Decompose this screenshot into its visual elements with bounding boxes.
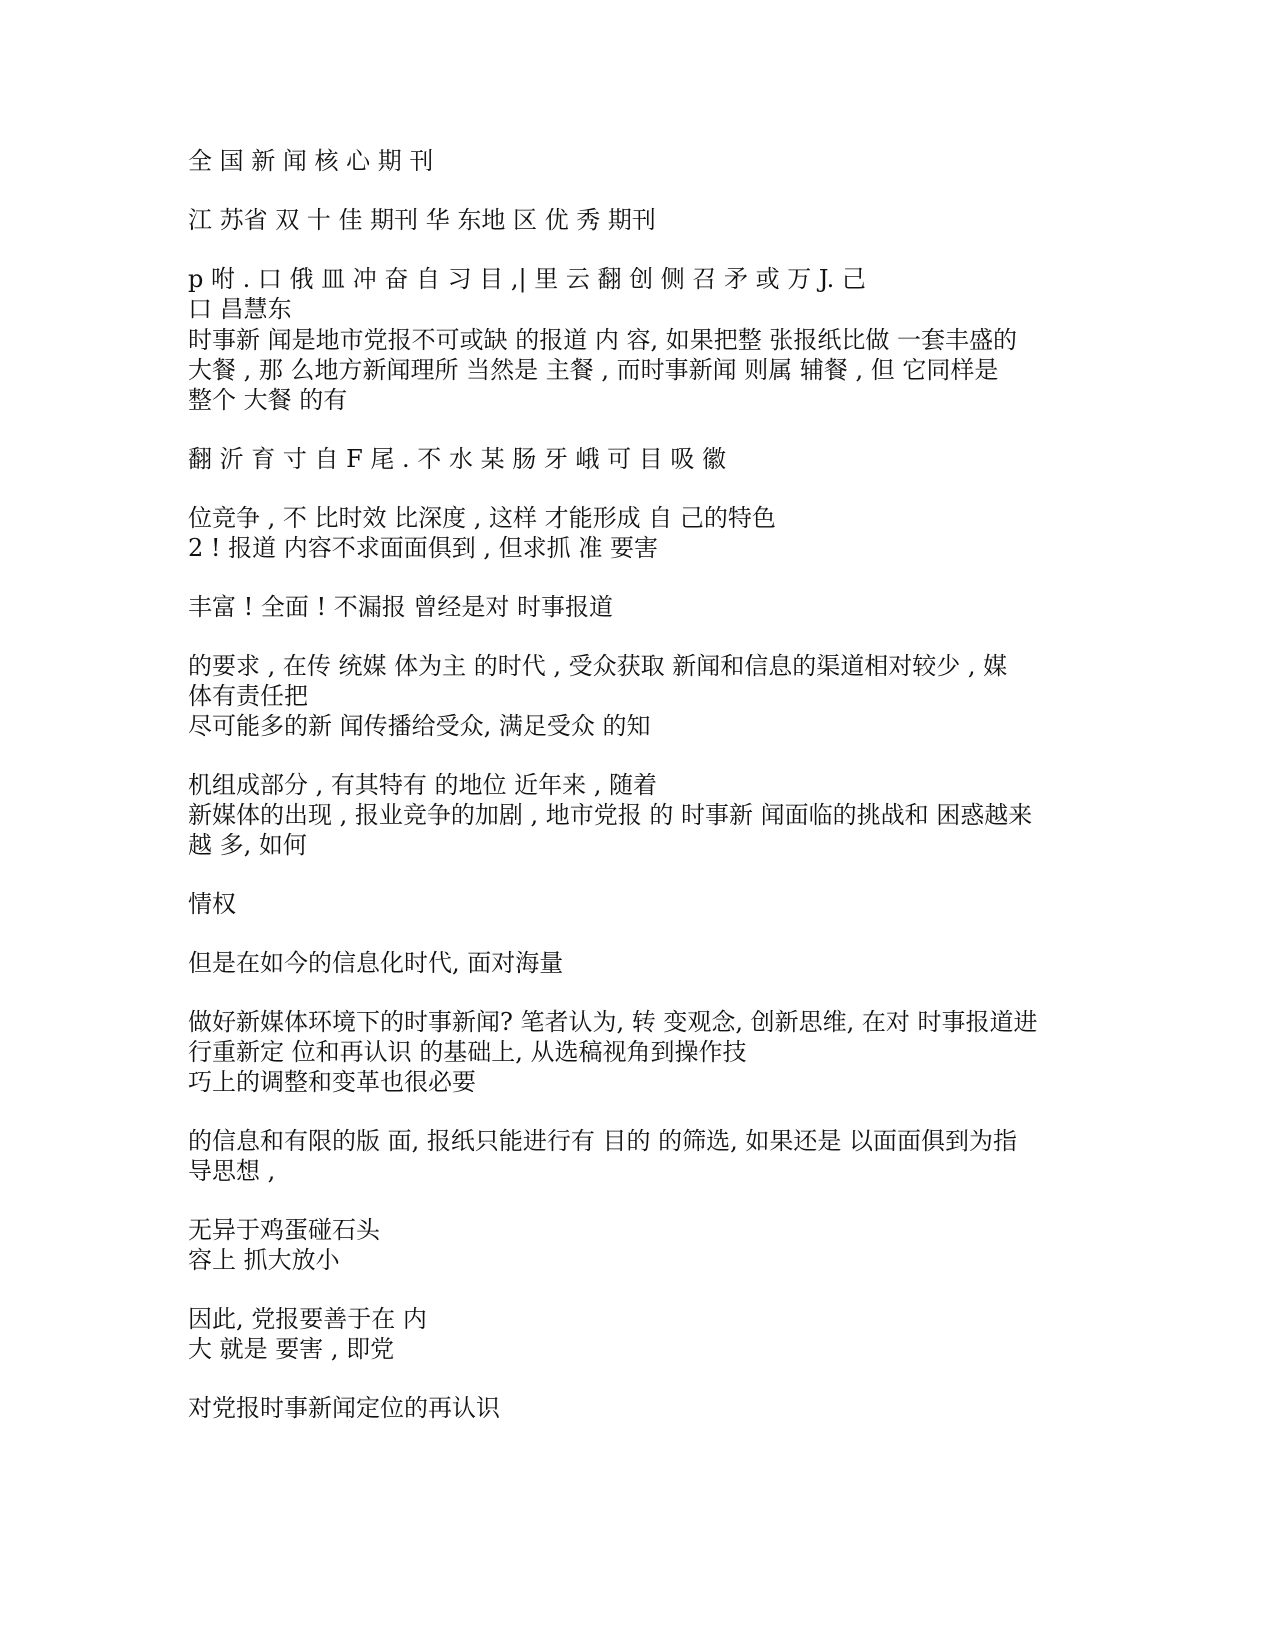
body-text-line: 容上 抓大放小 xyxy=(188,1246,340,1274)
body-text-line: 情权 xyxy=(188,890,236,918)
journal-tagline-line-1: 全 国 新 闻 核 心 期 刊 xyxy=(188,147,434,175)
body-text-line: 时事新 闻是地市党报不可或缺 的报道 内 容, 如果把整 张报纸比做 一套丰盛的 xyxy=(188,326,1018,354)
body-text-line: 巧上的调整和变革也很必要 xyxy=(188,1068,476,1096)
journal-tagline-line-2: 江 苏省 双 十 佳 期刊 华 东地 区 优 秀 期刊 xyxy=(188,206,656,234)
body-text-line: 越 多, 如何 xyxy=(188,831,307,859)
body-text-line: 丰富 ! 全面 ! 不漏报 曾经是对 时事报道 xyxy=(188,593,614,621)
section-heading-line: 对党报时事新闻定位的再认识 xyxy=(188,1394,500,1422)
author-line: 口 昌慧东 xyxy=(188,295,292,323)
body-text-line: 大餐 , 那 么地方新闻理所 当然是 主餐 , 而时事新闻 则属 辅餐 , 但 它同样是 xyxy=(188,356,999,384)
body-text-line: 因此, 党报要善于在 内 xyxy=(188,1305,427,1333)
body-text-line: 导思想 , xyxy=(188,1157,276,1185)
body-text-line: 位竞争 , 不 比时效 比深度 , 这样 才能形成 自 己的特色 xyxy=(188,504,776,532)
body-text-line: 的要求 , 在传 统媒 体为主 的时代 , 受众获取 新闻和信息的渠道相对较少 , 媒 xyxy=(188,652,1008,680)
body-text-line: 机组成部分 , 有其特有 的地位 近年来 , 随着 xyxy=(188,771,658,799)
garbled-title-line: p 咐 . 口 俄 皿 冲 奋 自 习 目 ,| 里 云 翻 创 侧 召 矛 或 万 J. 己 xyxy=(188,265,866,293)
body-text-line: 无异于鸡蛋碰石头 xyxy=(188,1216,380,1244)
body-text-line: 大 就是 要害 , 即党 xyxy=(188,1335,395,1363)
body-text-line: 的信息和有限的版 面, 报纸只能进行有 目的 的筛选, 如果还是 以面面俱到为指 xyxy=(188,1127,1018,1155)
body-text-line: 新媒体的出现 , 报业竞争的加剧 , 地市党报 的 时事新 闻面临的挑战和 困惑越来 xyxy=(188,801,1033,829)
section-heading-line: 2 ! 报道 内容不求面面俱到 , 但求抓 准 要害 xyxy=(188,534,658,562)
body-text-line: 行重新定 位和再认识 的基础上, 从选稿视角到操作技 xyxy=(188,1038,747,1066)
body-text-line: 做好新媒体环境下的时事新闻? 笔者认为, 转 变观念, 创新思维, 在对 时事报道进 xyxy=(188,1008,1038,1036)
garbled-heading-line: 翻 沂 育 寸 自 F 尾 . 不 水 某 肠 牙 峨 可 目 吸 徽 xyxy=(188,445,726,473)
body-text-line: 体有责任把 xyxy=(188,682,308,710)
body-text-line: 整个 大餐 的有 xyxy=(188,386,348,414)
body-text-line: 尽可能多的新 闻传播给受众, 满足受众 的知 xyxy=(188,712,651,740)
body-text-line: 但是在如今的信息化时代, 面对海量 xyxy=(188,949,564,977)
